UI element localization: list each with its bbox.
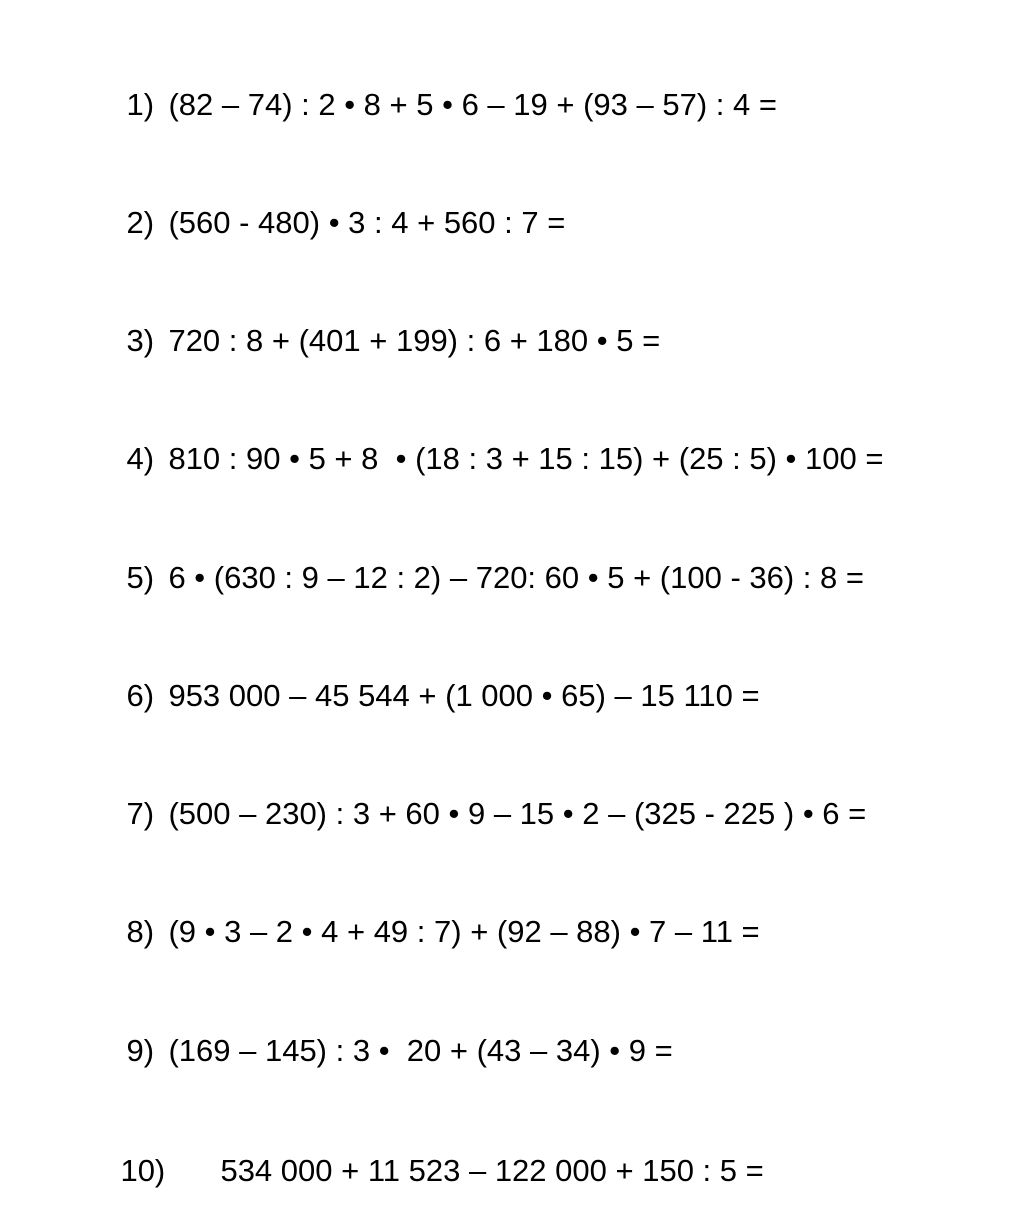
- task-10: [92, 1111, 764, 1188]
- task-number: 5): [126, 560, 155, 595]
- task-expression: (169 – 145) : 3 • 20 + (43 – 34) • 9 =: [168, 1033, 673, 1068]
- task-expression: (82 – 74) : 2 • 8 + 5 • 6 – 19 + (93 – 57) : 4 =: [168, 87, 777, 122]
- task-expression: 953 000 – 45 544 + (1 000 • 65) – 15 110 =: [168, 678, 760, 713]
- task-expression: (560 - 480) • 3 : 4 + 560 : 7 =: [168, 205, 566, 240]
- task-4: [92, 399, 884, 476]
- task-2: [92, 163, 566, 240]
- task-number: 6): [126, 678, 155, 713]
- task-3: [92, 281, 661, 358]
- task-number: 4): [126, 441, 155, 476]
- task-expression: (9 • 3 – 2 • 4 + 49 : 7) + (92 – 88) • 7 – 11 =: [168, 914, 760, 949]
- task-expression: (500 – 230) : 3 + 60 • 9 – 15 • 2 – (325 - 225 ) • 6 =: [168, 796, 867, 831]
- task-number: 10): [120, 1153, 166, 1188]
- task-number: 2): [126, 205, 155, 240]
- task-8: [92, 872, 760, 949]
- task-1: [92, 45, 777, 122]
- task-number: 8): [126, 914, 155, 949]
- task-expression: 6 • (630 : 9 – 12 : 2) – 720: 60 • 5 + (100 - 36) : 8 =: [168, 560, 864, 595]
- task-expression: 720 : 8 + (401 + 199) : 6 + 180 • 5 =: [168, 323, 661, 358]
- task-5: [92, 518, 864, 595]
- task-expression: 810 : 90 • 5 + 8 • (18 : 3 + 15 : 15) + (25 : 5) • 100 =: [168, 441, 884, 476]
- task-expression: 534 000 + 11 523 – 122 000 + 150 : 5 =: [220, 1153, 764, 1188]
- task-number: 3): [126, 323, 155, 358]
- task-number: 9): [126, 1033, 155, 1068]
- task-6: [92, 636, 760, 713]
- task-number: 1): [126, 87, 155, 122]
- task-7: [92, 754, 867, 831]
- task-9: [92, 991, 673, 1068]
- task-number: 7): [126, 796, 155, 831]
